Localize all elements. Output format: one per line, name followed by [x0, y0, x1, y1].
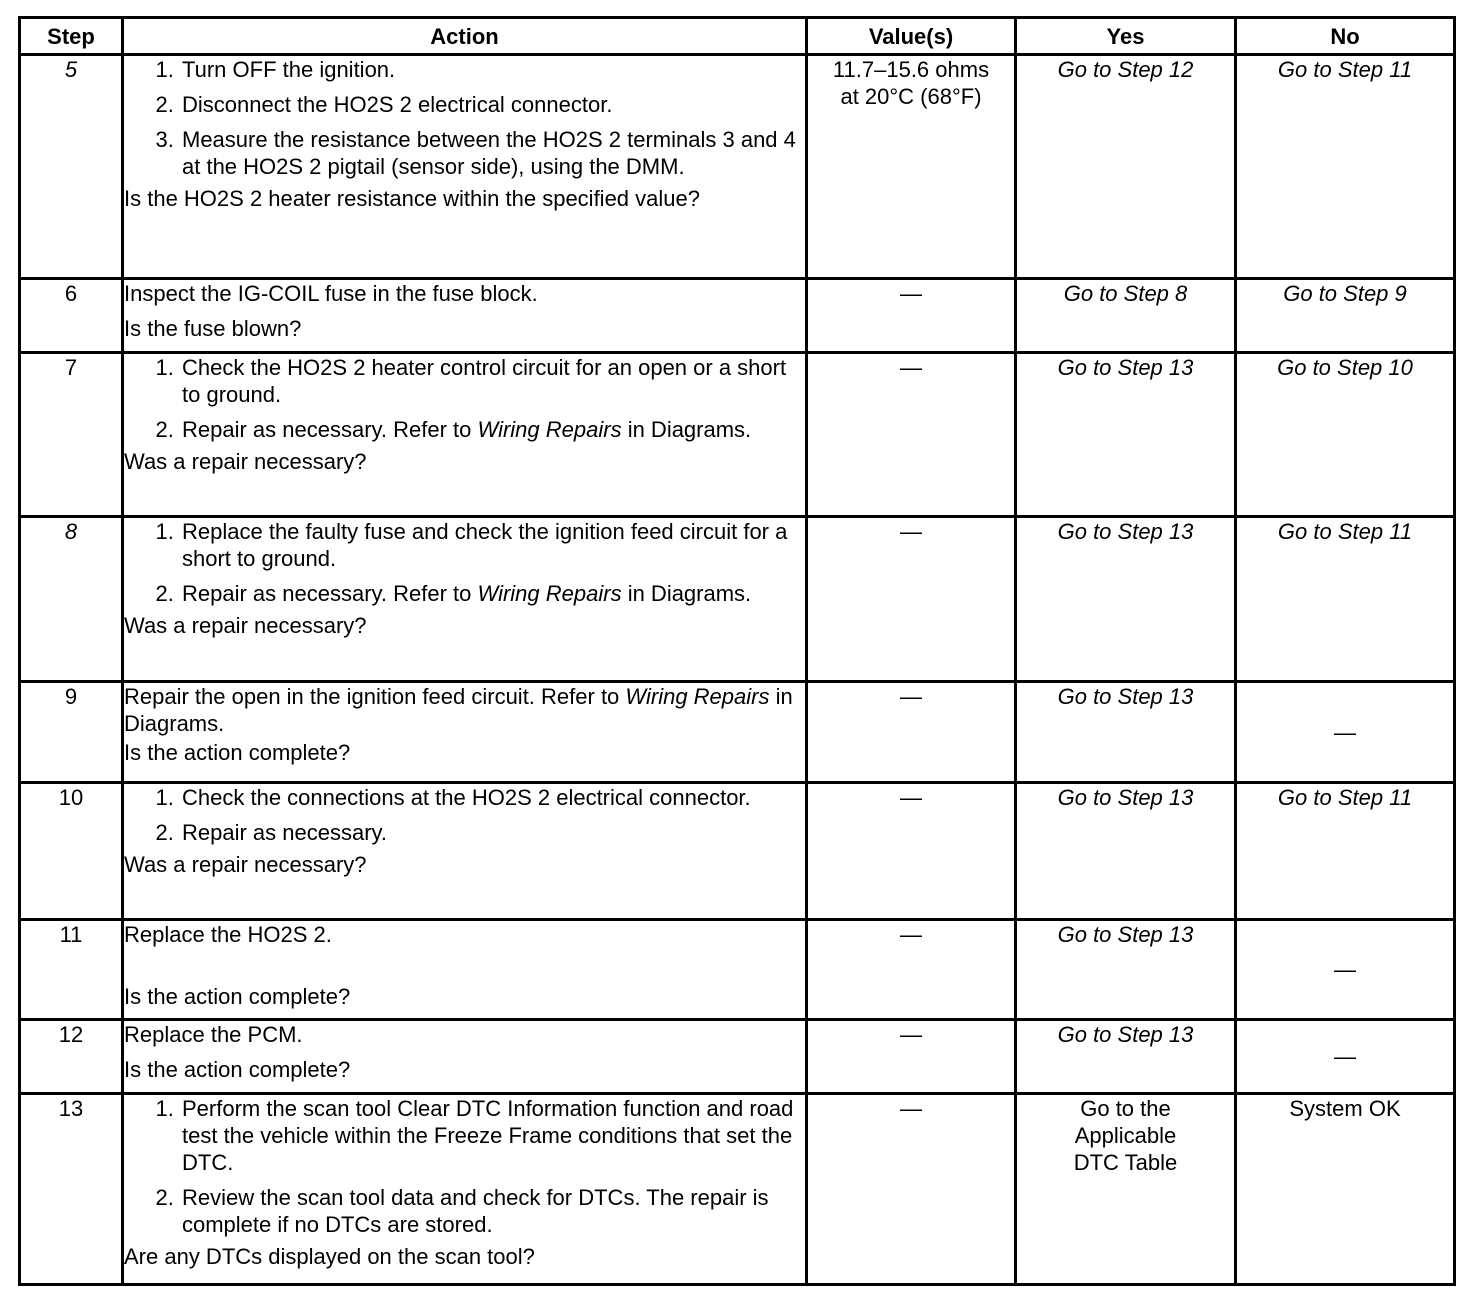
- no-cell: Go to Step 9: [1236, 279, 1455, 353]
- action-cell: [123, 1020, 807, 1094]
- action-cell: [123, 1094, 807, 1285]
- question-text: Was a repair necessary?: [124, 449, 367, 474]
- instruction-item: 2. Repair as necessary. Refer to Wiring Repairs in Diagrams.: [180, 580, 805, 607]
- header-values: Value(s): [807, 18, 1016, 55]
- instruction-item: 1. Turn OFF the ignition.: [180, 56, 805, 83]
- table-row: [20, 1020, 1455, 1094]
- table-row: [20, 920, 1455, 1020]
- action-cell: [123, 783, 807, 920]
- yes-cell: Go to Step 13: [1016, 517, 1236, 682]
- no-cell: —: [1236, 920, 1455, 1020]
- no-cell: —: [1236, 1020, 1455, 1094]
- table-row: [20, 783, 1455, 920]
- header-step: Step: [20, 18, 123, 55]
- step-number: 13: [20, 1094, 123, 1285]
- yes-cell: Go to Step 13: [1016, 1020, 1236, 1094]
- action-text: Inspect the IG-COIL fuse in the fuse block.: [124, 281, 538, 306]
- yes-cell: Go to the Applicable DTC Table: [1016, 1094, 1236, 1285]
- action-cell: [123, 682, 807, 783]
- instruction-item: 3. Measure the resistance between the HO2S 2 terminals 3 and 4 at the HO2S 2 pigtail (sensor side), using the DMM.: [180, 126, 805, 180]
- action-text: Replace the PCM.: [124, 1022, 303, 1047]
- question-text: Is the action complete?: [124, 740, 351, 765]
- yes-cell: Go to Step 13: [1016, 783, 1236, 920]
- no-cell: —: [1236, 682, 1455, 783]
- question-text: Is the action complete?: [124, 1057, 351, 1082]
- instruction-item: 2. Repair as necessary. Refer to Wiring Repairs in Diagrams.: [180, 416, 805, 443]
- question-text: Was a repair necessary?: [124, 852, 367, 877]
- step-number: 11: [20, 920, 123, 1020]
- instruction-item: 2. Review the scan tool data and check for DTCs. The repair is complete if no DTCs are stored.: [180, 1184, 805, 1238]
- instruction-item: 2. Disconnect the HO2S 2 electrical connector.: [180, 91, 805, 118]
- value-cell: —: [807, 279, 1016, 353]
- table-row: [20, 1094, 1455, 1285]
- action-cell: [123, 920, 807, 1020]
- step-number: 9: [20, 682, 123, 783]
- step-number: 5: [20, 55, 123, 279]
- diagnostic-table: [18, 16, 1456, 1286]
- question-text: Is the fuse blown?: [124, 316, 302, 341]
- wiring-repairs-reference: Wiring Repairs: [477, 581, 622, 606]
- action-cell: [123, 517, 807, 682]
- no-cell: Go to Step 11: [1236, 517, 1455, 682]
- table-row: [20, 55, 1455, 279]
- no-cell: System OK: [1236, 1094, 1455, 1285]
- value-cell: —: [807, 353, 1016, 517]
- value-cell: —: [807, 517, 1016, 682]
- header-row: [20, 18, 1455, 55]
- instruction-item: 1. Replace the faulty fuse and check the ignition feed circuit for a short to ground.: [180, 518, 805, 572]
- value-cell: —: [807, 682, 1016, 783]
- value-cell: —: [807, 920, 1016, 1020]
- question-text: Are any DTCs displayed on the scan tool?: [124, 1244, 535, 1269]
- value-cell: [807, 55, 1016, 279]
- question-text: Is the HO2S 2 heater resistance within the specified value?: [124, 186, 700, 211]
- header-no: No: [1236, 18, 1455, 55]
- table-row: [20, 279, 1455, 353]
- value-cell: —: [807, 1020, 1016, 1094]
- header-action: Action: [123, 18, 807, 55]
- step-number: 7: [20, 353, 123, 517]
- table-row: [20, 517, 1455, 682]
- instruction-item: 2. Repair as necessary.: [180, 819, 805, 846]
- table-row: [20, 353, 1455, 517]
- action-cell: [123, 279, 807, 353]
- value-line: 11.7–15.6 ohms: [832, 57, 990, 82]
- wiring-repairs-reference: Wiring Repairs: [625, 684, 770, 709]
- value-line: at 20°C (68°F): [840, 84, 982, 109]
- table-row: [20, 682, 1455, 783]
- yes-cell: Go to Step 13: [1016, 353, 1236, 517]
- yes-cell: Go to Step 13: [1016, 682, 1236, 783]
- instruction-item: 1. Check the connections at the HO2S 2 electrical connector.: [180, 784, 805, 811]
- action-cell: [123, 353, 807, 517]
- instruction-item: 1. Perform the scan tool Clear DTC Information function and road test the vehicle within the Freeze Frame conditions that set the DTC.: [180, 1095, 805, 1176]
- step-number: 6: [20, 279, 123, 353]
- action-cell: [123, 55, 807, 279]
- value-cell: —: [807, 1094, 1016, 1285]
- wiring-repairs-reference: Wiring Repairs: [477, 417, 622, 442]
- question-text: Was a repair necessary?: [124, 613, 367, 638]
- instruction-item: 1. Check the HO2S 2 heater control circuit for an open or a short to ground.: [180, 354, 805, 408]
- no-cell: Go to Step 11: [1236, 55, 1455, 279]
- question-text: Is the action complete?: [124, 984, 351, 1009]
- step-number: 10: [20, 783, 123, 920]
- step-number: 12: [20, 1020, 123, 1094]
- yes-cell: Go to Step 12: [1016, 55, 1236, 279]
- action-text: Repair the open in the ignition feed circuit. Refer to Wiring Repairs in Diagrams.: [124, 684, 793, 736]
- no-cell: Go to Step 11: [1236, 783, 1455, 920]
- no-cell: Go to Step 10: [1236, 353, 1455, 517]
- yes-cell: Go to Step 13: [1016, 920, 1236, 1020]
- header-yes: Yes: [1016, 18, 1236, 55]
- value-cell: —: [807, 783, 1016, 920]
- step-number: 8: [20, 517, 123, 682]
- action-text: Replace the HO2S 2.: [124, 922, 332, 947]
- yes-cell: Go to Step 8: [1016, 279, 1236, 353]
